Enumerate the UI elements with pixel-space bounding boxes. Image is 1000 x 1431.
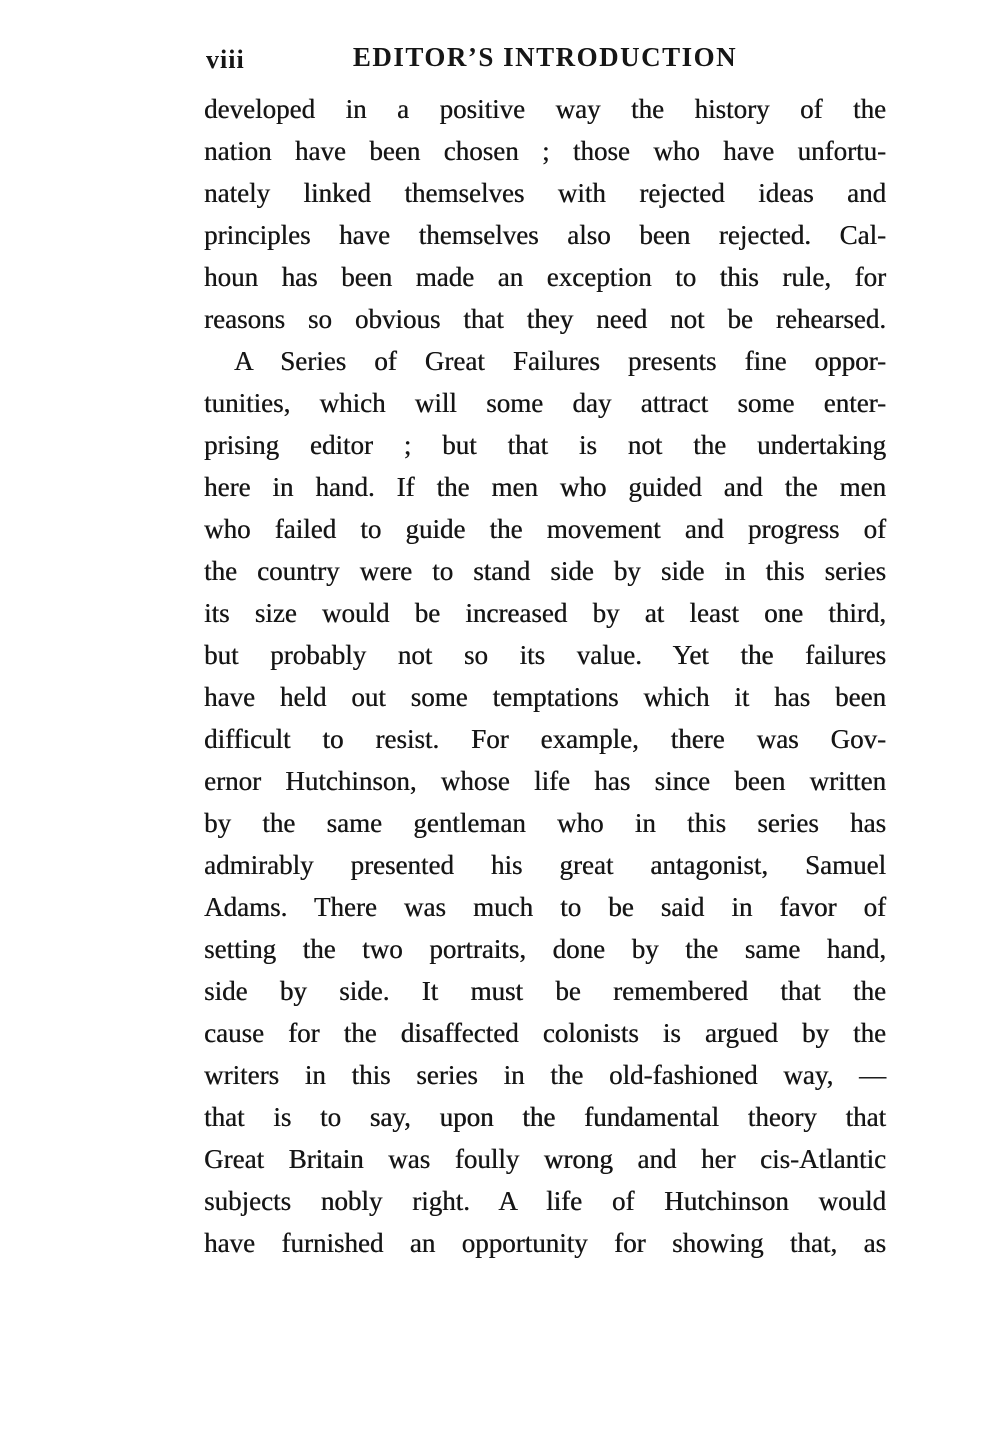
text-line: reasons so obvious that they need not be rehearsed. [204, 304, 886, 334]
text-line: but probably not so its value. Yet the failures [204, 640, 886, 670]
text-line: A Series of Great Failures presents fine oppor- [234, 346, 886, 376]
text-line: developed in a positive way the history of the [204, 94, 886, 124]
text-line: prising editor ; but that is not the undertaking [204, 430, 886, 460]
text-line: setting the two portraits, done by the same hand, [204, 934, 886, 964]
text-line: Adams. There was much to be said in favor of [204, 892, 886, 922]
text-line: nation have been chosen ; those who have unfortu- [204, 136, 886, 166]
text-line: Great Britain was foully wrong and her cis-Atlantic [204, 1144, 886, 1174]
text-line: side by side. It must be remembered that the [204, 976, 886, 1006]
text-line: who failed to guide the movement and progress of [204, 514, 886, 544]
text-line: subjects nobly right. A life of Hutchinson would [204, 1186, 886, 1216]
text-line: cause for the disaffected colonists is argued by the [204, 1018, 886, 1048]
body-text-block [204, 88, 886, 1264]
text-line: difficult to resist. For example, there was Gov- [204, 724, 886, 754]
text-line: have furnished an opportunity for showing that, as [204, 1228, 886, 1258]
text-line: writers in this series in the old-fashioned way, — [204, 1060, 886, 1090]
running-head-title: EDITOR’S INTRODUCTION [352, 42, 738, 72]
text-line: houn has been made an exception to this rule, for [204, 262, 886, 292]
running-header [204, 42, 886, 76]
text-line: tunities, which will some day attract some enter- [204, 388, 886, 418]
text-line: principles have themselves also been rejected. Cal- [204, 220, 886, 250]
text-line: that is to say, upon the fundamental theory that [204, 1102, 886, 1132]
page-number: viii [206, 45, 245, 74]
text-line: the country were to stand side by side in this series [204, 556, 886, 586]
text-line: nately linked themselves with rejected ideas and [204, 178, 886, 208]
text-line: have held out some temptations which it has been [204, 682, 886, 712]
text-line: admirably presented his great antagonist, Samuel [204, 850, 886, 880]
text-line: ernor Hutchinson, whose life has since been written [204, 766, 886, 796]
text-line: by the same gentleman who in this series has [204, 808, 886, 838]
text-line: here in hand. If the men who guided and the men [204, 472, 886, 502]
text-line: its size would be increased by at least one third, [204, 598, 886, 628]
